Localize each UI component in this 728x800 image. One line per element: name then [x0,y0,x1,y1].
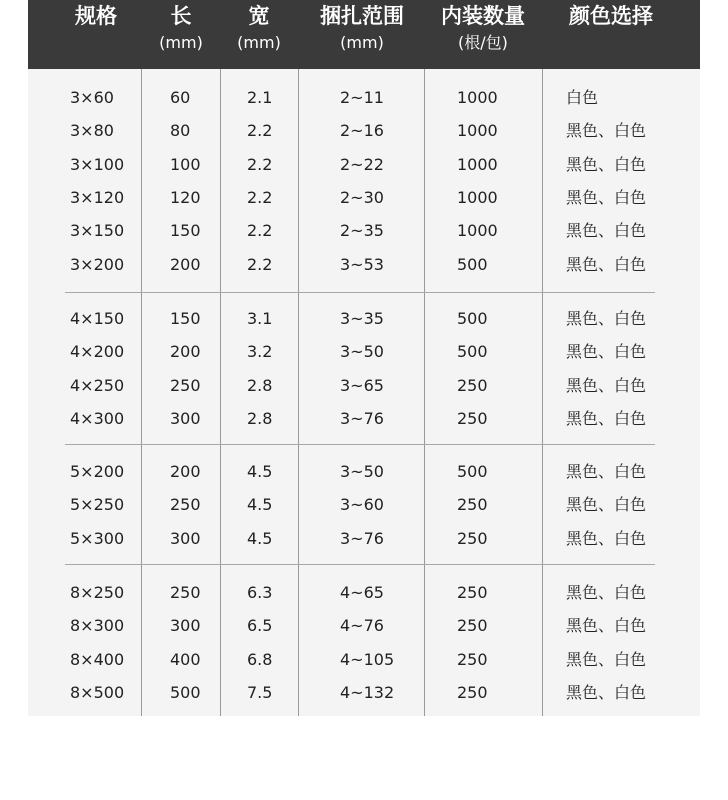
table-row [28,455,700,488]
cell-spec: 3×100 [70,154,125,174]
cell-range: 3~50 [340,462,384,481]
cell-color: 黑色、白色 [566,682,647,702]
group-divider [65,292,655,293]
header-spec-title: 规格 [75,4,117,28]
cell-width: 3.2 [247,342,273,362]
cell-range: 3~35 [340,309,384,328]
table-row [28,114,700,147]
cell-quantity: 500 [457,309,488,328]
group-divider [65,444,655,445]
cell-length: 400 [170,649,201,669]
cell-range: 3~76 [340,408,384,428]
cell-spec: 4×300 [70,408,125,428]
table-row [28,576,700,609]
cell-width: 2.2 [247,187,273,207]
cell-color: 黑色、白色 [566,187,647,207]
table-row [28,643,700,676]
cell-spec: 3×60 [70,88,114,107]
header-width-unit: (mm) [237,33,281,52]
cell-spec: 8×400 [70,649,125,669]
header-width [220,0,298,69]
cell-spec: 5×300 [70,528,125,548]
cell-quantity: 250 [457,682,488,702]
cell-range: 4~65 [340,583,384,602]
cell-quantity: 500 [457,254,488,274]
table-row [28,369,700,402]
cell-color: 黑色、白色 [566,616,647,636]
cell-range: 4~76 [340,616,384,636]
cell-length: 120 [170,187,201,207]
cell-length: 200 [170,462,201,481]
cell-quantity: 1000 [457,187,498,207]
cell-quantity: 500 [457,462,488,481]
cell-range: 2~35 [340,221,384,241]
cell-width: 4.5 [247,462,273,481]
cell-width: 2.2 [247,254,273,274]
header-range [304,0,420,69]
cell-quantity: 1000 [457,221,498,241]
cell-spec: 5×250 [70,495,125,515]
cell-quantity: 250 [457,375,488,395]
cell-width: 2.2 [247,121,273,141]
cell-range: 3~76 [340,528,384,548]
cell-width: 2.1 [247,88,273,107]
cell-range: 4~105 [340,649,395,669]
table-row [28,522,700,555]
header-length [142,0,220,69]
cell-color: 黑色、白色 [566,154,647,174]
cell-width: 6.8 [247,649,273,669]
cell-length: 250 [170,495,201,515]
header-color [546,0,676,69]
cell-color: 黑色、白色 [566,462,647,481]
cell-color: 黑色、白色 [566,254,647,274]
cell-range: 3~60 [340,495,384,515]
cell-quantity: 500 [457,342,488,362]
cell-range: 2~16 [340,121,384,141]
table-row [28,214,700,247]
cell-range: 2~22 [340,154,384,174]
cell-length: 250 [170,375,201,395]
cell-spec: 3×80 [70,121,114,141]
cell-spec: 8×500 [70,682,125,702]
cell-length: 300 [170,616,201,636]
cell-length: 150 [170,221,201,241]
cell-color: 黑色、白色 [566,583,647,602]
cell-spec: 3×150 [70,221,125,241]
cell-range: 3~53 [340,254,384,274]
cell-width: 6.5 [247,616,273,636]
header-range-title: 捆扎范围 [320,4,404,28]
cell-range: 3~50 [340,342,384,362]
cell-quantity: 250 [457,616,488,636]
table-row [28,81,700,114]
cell-width: 2.8 [247,375,273,395]
cell-length: 200 [170,254,201,274]
cell-width: 2.2 [247,221,273,241]
header-range-unit: (mm) [340,33,384,52]
cell-quantity: 250 [457,649,488,669]
cell-length: 300 [170,528,201,548]
table-row [28,676,700,709]
cell-range: 2~30 [340,187,384,207]
cell-color: 黑色、白色 [566,528,647,548]
table-row [28,488,700,521]
cell-length: 250 [170,583,201,602]
cell-length: 300 [170,408,201,428]
cell-width: 7.5 [247,682,273,702]
cell-spec: 3×200 [70,254,125,274]
cell-width: 4.5 [247,495,273,515]
table-row [28,148,700,181]
header-quantity-title: 内装数量 [441,4,525,28]
cell-quantity: 1000 [457,121,498,141]
cell-length: 200 [170,342,201,362]
cell-color: 黑色、白色 [566,342,647,362]
cell-spec: 8×250 [70,583,125,602]
table-row [28,302,700,335]
header-quantity [426,0,540,69]
spec-table [28,0,700,716]
table-header [28,0,700,69]
cell-quantity: 1000 [457,88,498,107]
cell-width: 4.5 [247,528,273,548]
table-row [28,609,700,642]
cell-color: 黑色、白色 [566,375,647,395]
cell-color: 黑色、白色 [566,121,647,141]
table-row [28,248,700,281]
cell-spec: 4×150 [70,309,125,328]
table-row [28,335,700,368]
cell-spec: 3×120 [70,187,125,207]
cell-length: 60 [170,88,191,107]
cell-color: 黑色、白色 [566,649,647,669]
cell-quantity: 1000 [457,154,498,174]
cell-width: 2.8 [247,408,273,428]
cell-length: 500 [170,682,201,702]
group-divider [65,564,655,565]
cell-width: 3.1 [247,309,273,328]
cell-range: 4~132 [340,682,395,702]
cell-width: 2.2 [247,154,273,174]
cell-color: 白色 [566,88,599,107]
cell-length: 80 [170,121,191,141]
cell-quantity: 250 [457,495,488,515]
header-quantity-unit: (根/包) [458,33,508,52]
cell-spec: 8×300 [70,616,125,636]
cell-color: 黑色、白色 [566,309,647,328]
header-spec [56,0,136,69]
header-length-title: 长 [170,4,192,28]
cell-range: 2~11 [340,88,384,107]
header-width-title: 宽 [248,4,270,28]
cell-quantity: 250 [457,408,488,428]
cell-color: 黑色、白色 [566,495,647,515]
header-length-unit: (mm) [159,33,203,52]
header-color-title: 颜色选择 [569,4,653,28]
cell-spec: 4×250 [70,375,125,395]
cell-quantity: 250 [457,528,488,548]
table-row [28,402,700,435]
cell-length: 150 [170,309,201,328]
cell-color: 黑色、白色 [566,221,647,241]
cell-quantity: 250 [457,583,488,602]
cell-range: 3~65 [340,375,384,395]
cell-spec: 4×200 [70,342,125,362]
cell-length: 100 [170,154,201,174]
cell-width: 6.3 [247,583,273,602]
table-row [28,181,700,214]
cell-color: 黑色、白色 [566,408,647,428]
cell-spec: 5×200 [70,462,125,481]
